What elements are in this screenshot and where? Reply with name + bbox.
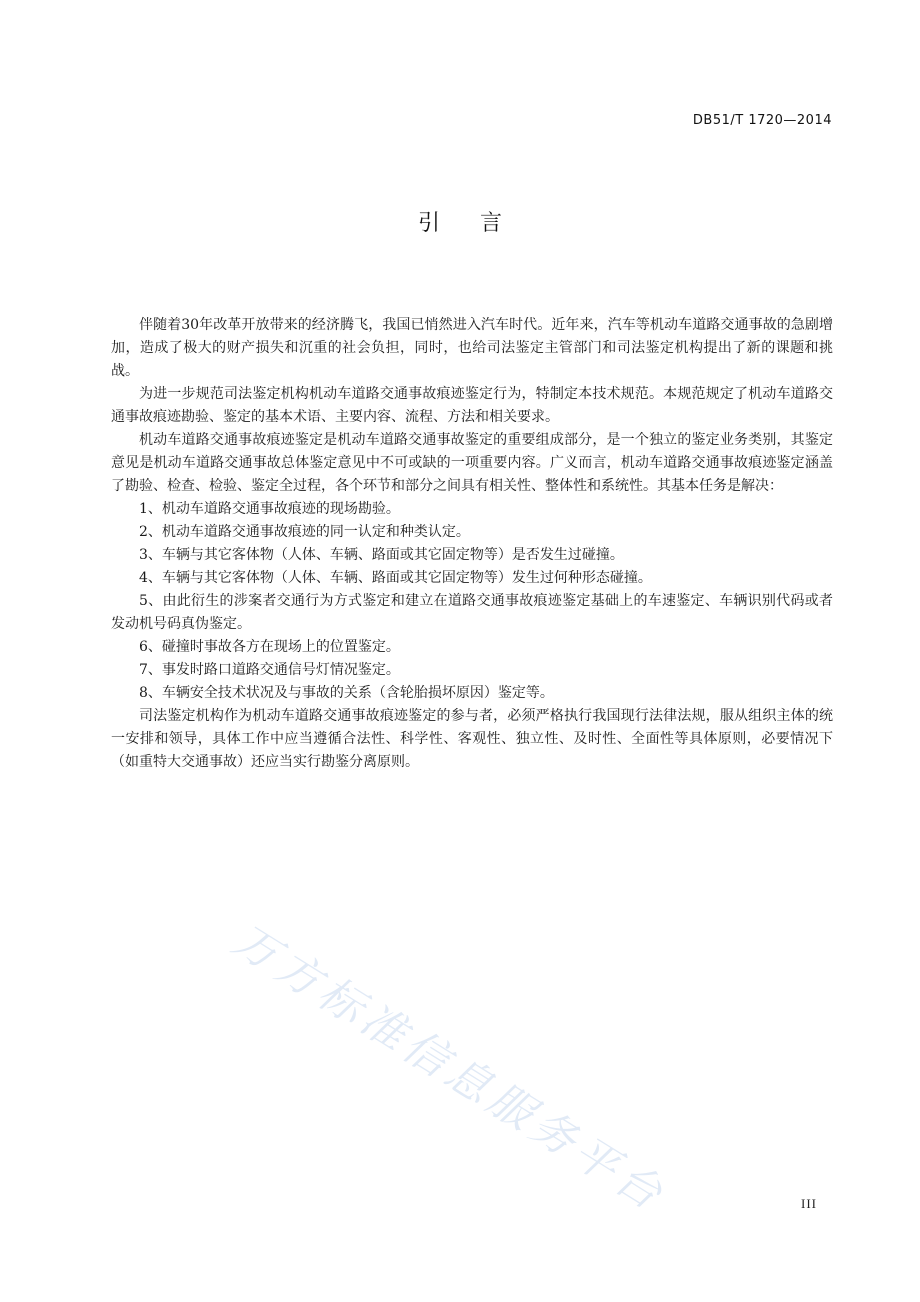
list-item: 4、车辆与其它客体物（人体、车辆、路面或其它固定物等）发生过何种形态碰撞。 xyxy=(139,570,652,586)
paragraph: 伴随着30年改革开放带来的经济腾飞，我国已悄然进入汽车时代。近年来，汽车等机动车道路交通事故的急剧增加，造成了极大的财产损失和沉重的社会负担，同时，也给司法鉴定主管部门和司法鉴定机构提出了新的课题和挑战。 xyxy=(111,317,833,379)
watermark: 万方标准信息服务平台 xyxy=(224,914,676,1223)
paragraph: 为进一步规范司法鉴定机构机动车道路交通事故痕迹鉴定行为，特制定本技术规范。本规范规定了机动车道路交通事故痕迹勘验、鉴定的基本术语、主要内容、流程、方法和相关要求。 xyxy=(111,386,833,425)
list-item: 7、事发时路口道路交通信号灯情况鉴定。 xyxy=(139,662,400,678)
list-item: 2、机动车道路交通事故痕迹的同一认定和种类认定。 xyxy=(139,524,470,540)
list-item: 8、车辆安全技术状况及与事故的关系（含轮胎损坏原因）鉴定等。 xyxy=(139,685,554,701)
standard-code: DB51/T 1720—2014 xyxy=(692,113,832,128)
paragraph: 司法鉴定机构作为机动车道路交通事故痕迹鉴定的参与者，必须严格执行我国现行法律法规，服从组织主体的统一安排和领导，具体工作中应当遵循合法性、科学性、客观性、独立性、及时性、全面性等具体原则，必要情况下（如重特大交通事故）还应当实行勘鉴分离原则。 xyxy=(111,708,833,770)
list-item: 5、由此衍生的涉案者交通行为方式鉴定和建立在道路交通事故痕迹鉴定基础上的车速鉴定、车辆识别代码或者发动机号码真伪鉴定。 xyxy=(111,593,833,632)
list-item: 3、车辆与其它客体物（人体、车辆、路面或其它固定物等）是否发生过碰撞。 xyxy=(139,547,624,563)
page-number: III xyxy=(801,1196,817,1211)
list-item: 6、碰撞时事故各方在现场上的位置鉴定。 xyxy=(139,639,400,655)
document-body xyxy=(111,314,833,774)
list-item: 1、机动车道路交通事故痕迹的现场勘验。 xyxy=(139,501,400,517)
page-title: 引言 xyxy=(417,211,542,236)
paragraph: 机动车道路交通事故痕迹鉴定是机动车道路交通事故鉴定的重要组成部分，是一个独立的鉴定业务类别，其鉴定意见是机动车道路交通事故总体鉴定意见中不可或缺的一项重要内容。广义而言，机动车道路交通事故痕迹鉴定涵盖了勘验、检查、检验、鉴定全过程，各个环节和部分之间具有相关性、整体性和系统性。其基本任务是解决： xyxy=(111,432,833,494)
